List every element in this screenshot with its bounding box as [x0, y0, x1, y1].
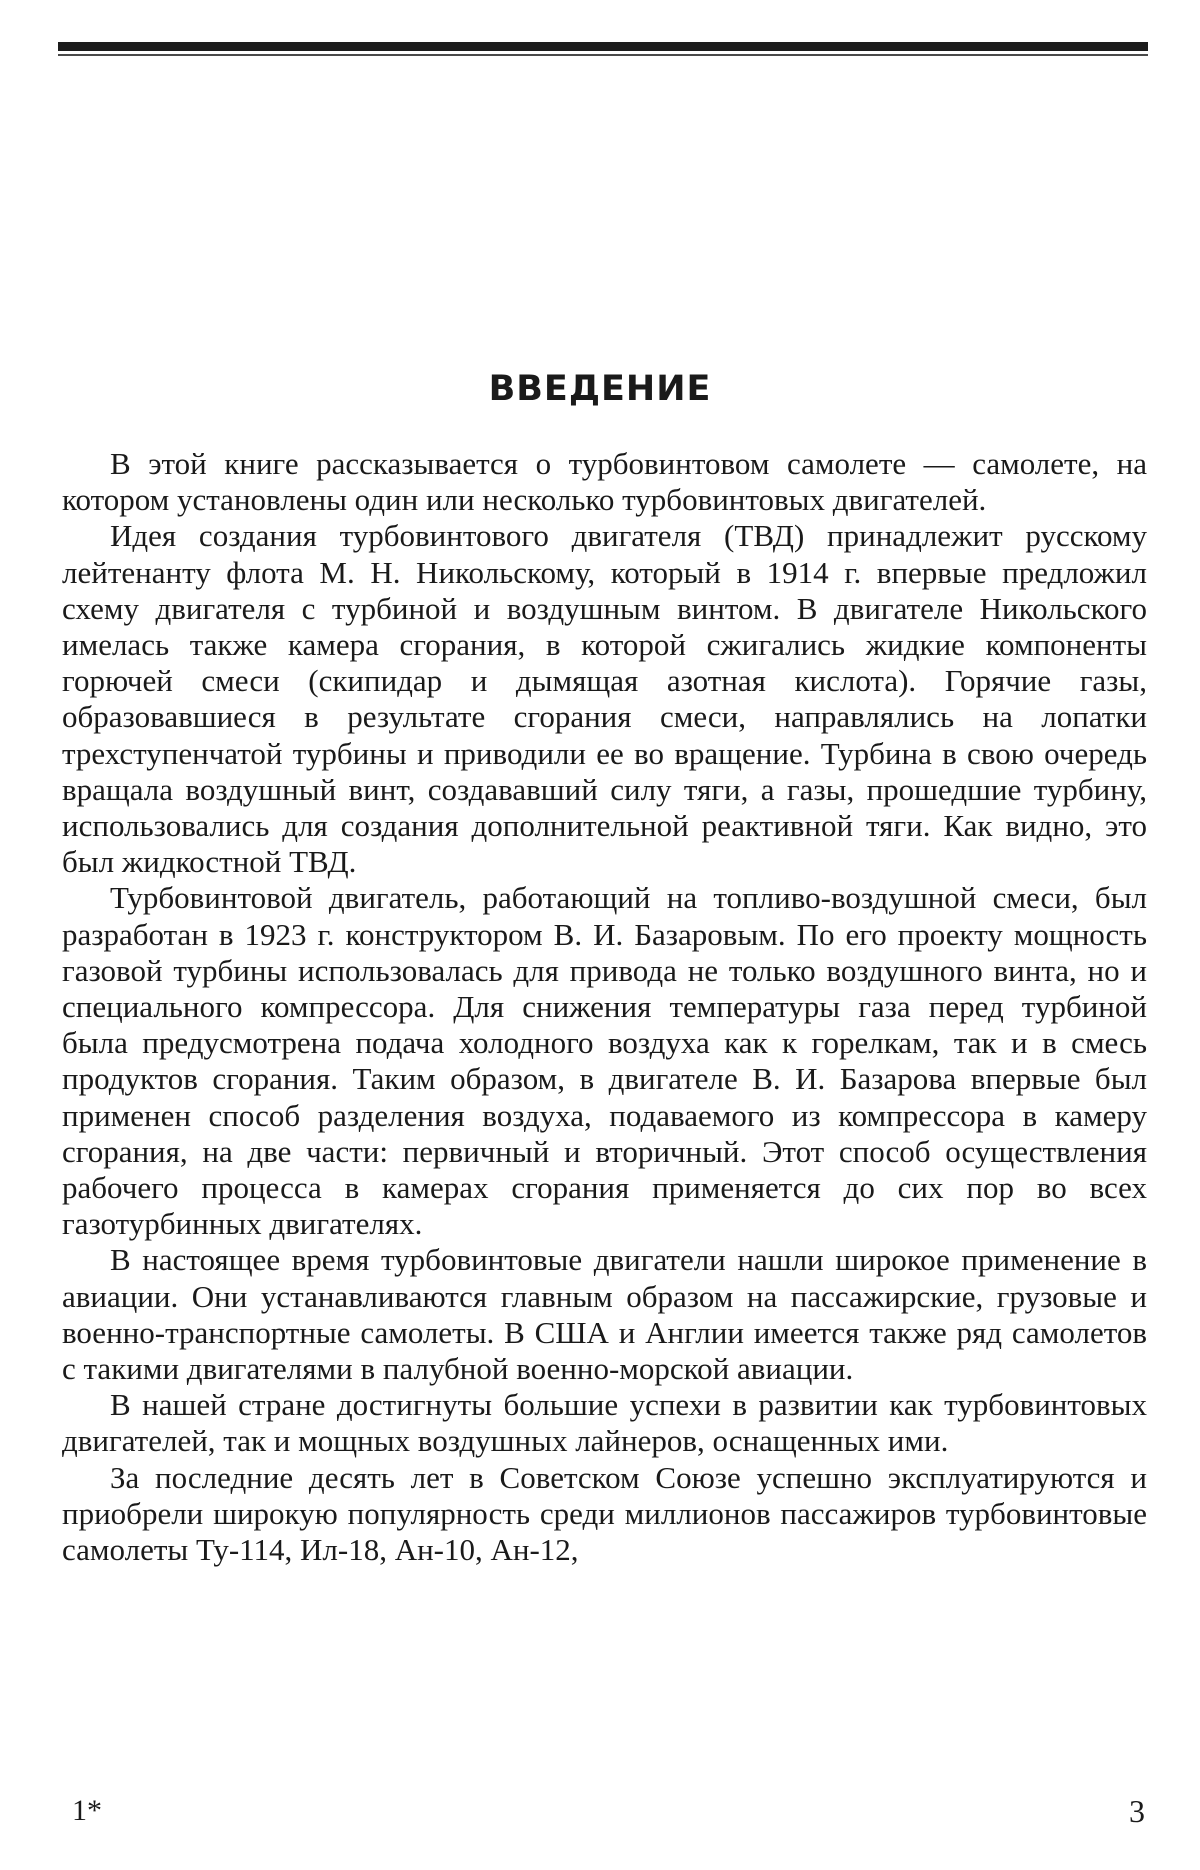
paragraph-4: В настоящее время турбовинтовые двигатели нашли широкое применение в авиации. Они устанавливаются главным образом на пассажирские, грузовые и военно-транспортные самолеты. В США и Англии имеется также ряд самолетов с такими двигателями в палубной военно-морской авиации.	[62, 1242, 1147, 1387]
paragraph-6: За последние десять лет в Советском Союзе успешно эксплуатируются и приобрели широкую популярность среди миллионов пассажиров турбовинтовые самолеты Ту-114, Ил-18, Ан-10, Ан-12,	[62, 1459, 1147, 1568]
top-rule	[58, 42, 1148, 51]
chapter-heading: ВВЕДЕНИЕ	[488, 369, 712, 409]
paragraph-5: В нашей стране достигнуты большие успехи в развитии как турбовинтовых двигателей, так и мощных воздушных лайнеров, оснащенных ими.	[62, 1387, 1147, 1459]
page-number: 3	[1129, 1793, 1145, 1829]
body-text	[62, 446, 1147, 1568]
paragraph-1: В этой книге рассказывается о турбовинтовом самолете — самолете, на котором установлены один или несколько турбовинтовых двигателей.	[62, 446, 1147, 518]
paragraph-2: Идея создания турбовинтового двигателя (ТВД) принадлежит русскому лейтенанту флота М. Н. Никольскому, который в 1914 г. впервые предложил схему двигателя с турбиной и воздушным винтом. В двигателе Никольского имелась также камера сгорания, в которой сжигались жидкие компоненты горючей смеси (скипидар и дымящая азотная кислота). Горячие газы, образовавшиеся в результате сгорания смеси, направлялись на лопатки трехступенчатой турбины и приводили ее во вращение. Турбина в свою очередь вращала воздушный винт, создававший силу тяги, а газы, прошедшие турбину, использовались для создания дополнительной реактивной тяги. Как видно, это был жидкостной ТВД.	[62, 518, 1147, 880]
footer-signature: 1*	[72, 1794, 102, 1827]
paragraph-3: Турбовинтовой двигатель, работающий на топливо-воздушной смеси, был разработан в 1923 г. конструктором В. И. Базаровым. По его проекту мощность газовой турбины использовалась для привода не только воздушного винта, но и специального компрессора. Для снижения температуры газа перед турбиной была предусмотрена подача холодного воздуха как к горелкам, так и в смесь продуктов сгорания. Таким образом, в двигателе В. И. Базарова впервые был применен способ разделения воздуха, подаваемого из компрессора в камеру сгорания, на две части: первичный и вторичный. Этот способ осуществления рабочего процесса в камерах сгорания применяется до сих пор во всех газотурбинных двигателях.	[62, 880, 1147, 1242]
